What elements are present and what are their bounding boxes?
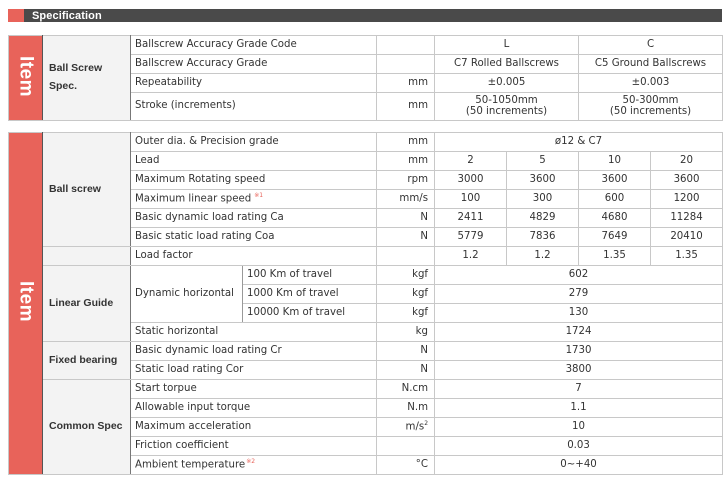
group-label-empty [43, 247, 131, 266]
row-unit: mm [377, 93, 435, 121]
row-unit: mm/s [377, 190, 435, 209]
value-cell: 279 [435, 285, 723, 304]
detailed-spec-table [8, 132, 723, 475]
value-cell: 100 [435, 190, 507, 209]
value-cell: 1.2 [435, 247, 507, 266]
row-label: Outer dia. & Precision grade [131, 133, 377, 152]
value-cell: 3600 [579, 171, 651, 190]
row-unit: N [377, 228, 435, 247]
row-label [131, 190, 377, 209]
value-cell: 20410 [651, 228, 723, 247]
footnote-marker: ※2 [246, 457, 256, 465]
value-cell: 3600 [507, 171, 579, 190]
table-row [9, 36, 723, 55]
value-cell: 20 [651, 152, 723, 171]
row-unit: °C [377, 456, 435, 475]
table-row [9, 247, 723, 266]
section-title: Specification [32, 9, 102, 22]
row-unit: N [377, 342, 435, 361]
value-cell: C5 Ground Ballscrews [579, 55, 723, 74]
value-line: 50-1050mm [475, 95, 538, 107]
value-cell: ±0.005 [435, 74, 579, 93]
value-cell: ±0.003 [579, 74, 723, 93]
row-label: Maximum acceleration [131, 418, 377, 437]
row-label: Static horizontal [131, 323, 377, 342]
value-cell [579, 93, 723, 121]
value-cell: 300 [507, 190, 579, 209]
row-unit: kg [377, 323, 435, 342]
row-label: Friction coefficient [131, 437, 377, 456]
value-cell: 1.35 [579, 247, 651, 266]
value-cell: 0~+40 [435, 456, 723, 475]
row-unit: mm [377, 74, 435, 93]
value-cell: 5 [507, 152, 579, 171]
value-cell: 2 [435, 152, 507, 171]
row-label: 1000 Km of travel [243, 285, 377, 304]
row-label: Basic dynamic load rating Ca [131, 209, 377, 228]
row-unit: N [377, 209, 435, 228]
value-cell: 7836 [507, 228, 579, 247]
section-header [8, 9, 722, 22]
row-label: Ballscrew Accuracy Grade Code [131, 36, 377, 55]
value-cell: 1730 [435, 342, 723, 361]
value-cell: 1.35 [651, 247, 723, 266]
row-label: Basic dynamic load rating Cr [131, 342, 377, 361]
value-cell: 130 [435, 304, 723, 323]
row-unit: N.m [377, 399, 435, 418]
sub-group-label: Dynamic horizontal [131, 266, 243, 323]
value-cell: 3600 [651, 171, 723, 190]
value-cell: 10 [579, 152, 651, 171]
row-label: Repeatability [131, 74, 377, 93]
value-cell: 602 [435, 266, 723, 285]
label-text: Maximum linear speed [135, 193, 252, 205]
value-cell: 4829 [507, 209, 579, 228]
value-cell: 2411 [435, 209, 507, 228]
row-label: Static load rating Cor [131, 361, 377, 380]
group-label: Linear Guide [43, 266, 131, 342]
value-cell: L [435, 36, 579, 55]
group-label: Ball screw [43, 133, 131, 247]
row-unit: rpm [377, 171, 435, 190]
row-unit [377, 247, 435, 266]
row-label: Allowable input torque [131, 399, 377, 418]
group-label [43, 36, 131, 121]
value-cell: C7 Rolled Ballscrews [435, 55, 579, 74]
unit-text: m/s [405, 421, 425, 433]
group-label: Fixed bearing [43, 342, 131, 380]
row-unit: mm [377, 133, 435, 152]
row-label [131, 456, 377, 475]
row-unit: kgf [377, 285, 435, 304]
row-label: Ballscrew Accuracy Grade [131, 55, 377, 74]
value-cell: 0.03 [435, 437, 723, 456]
value-cell: 3000 [435, 171, 507, 190]
item-label: Item [15, 55, 37, 97]
value-cell: 1.2 [507, 247, 579, 266]
value-cell: 7 [435, 380, 723, 399]
ball-screw-spec-table [8, 35, 723, 121]
value-cell: 1200 [651, 190, 723, 209]
row-unit: N.cm [377, 380, 435, 399]
value-cell: 5779 [435, 228, 507, 247]
value-line: (50 increments) [609, 105, 692, 117]
label-text: Ambient temperature [135, 459, 246, 471]
value-cell: 10 [435, 418, 723, 437]
row-label: Basic static load rating Coa [131, 228, 377, 247]
row-unit [377, 418, 435, 437]
row-label: Stroke (increments) [131, 93, 377, 121]
unit-superscript: 2 [424, 419, 429, 427]
footnote-marker: ※1 [254, 191, 264, 199]
row-unit: kgf [377, 266, 435, 285]
table-row [9, 380, 723, 399]
row-label: 100 Km of travel [243, 266, 377, 285]
value-line: (50 increments) [465, 105, 548, 117]
group-label: Common Spec [43, 380, 131, 475]
row-unit: N [377, 361, 435, 380]
row-label: Load factor [131, 247, 377, 266]
value-cell: 1724 [435, 323, 723, 342]
value-cell: 3800 [435, 361, 723, 380]
value-cell: 4680 [579, 209, 651, 228]
item-cell [9, 36, 43, 121]
value-cell: 7649 [579, 228, 651, 247]
row-label: Start torpue [131, 380, 377, 399]
value-cell: 11284 [651, 209, 723, 228]
value-cell [435, 93, 579, 121]
table-row [9, 266, 723, 285]
value-cell: C [579, 36, 723, 55]
row-unit [377, 437, 435, 456]
row-unit [377, 36, 435, 55]
table-row [9, 133, 723, 152]
value-cell: 600 [579, 190, 651, 209]
value-cell: 1.1 [435, 399, 723, 418]
row-unit: kgf [377, 304, 435, 323]
table-row [9, 342, 723, 361]
value-line: 50-300mm [622, 95, 679, 107]
row-unit: mm [377, 152, 435, 171]
item-cell [9, 133, 43, 475]
group-text: Ball Screw Spec. [49, 62, 103, 92]
header-accent [8, 9, 24, 22]
row-unit [377, 55, 435, 74]
row-label: 10000 Km of travel [243, 304, 377, 323]
row-label: Maximum Rotating speed [131, 171, 377, 190]
value-cell: ø12 & C7 [435, 133, 723, 152]
item-label: Item [15, 281, 37, 323]
row-label: Lead [131, 152, 377, 171]
